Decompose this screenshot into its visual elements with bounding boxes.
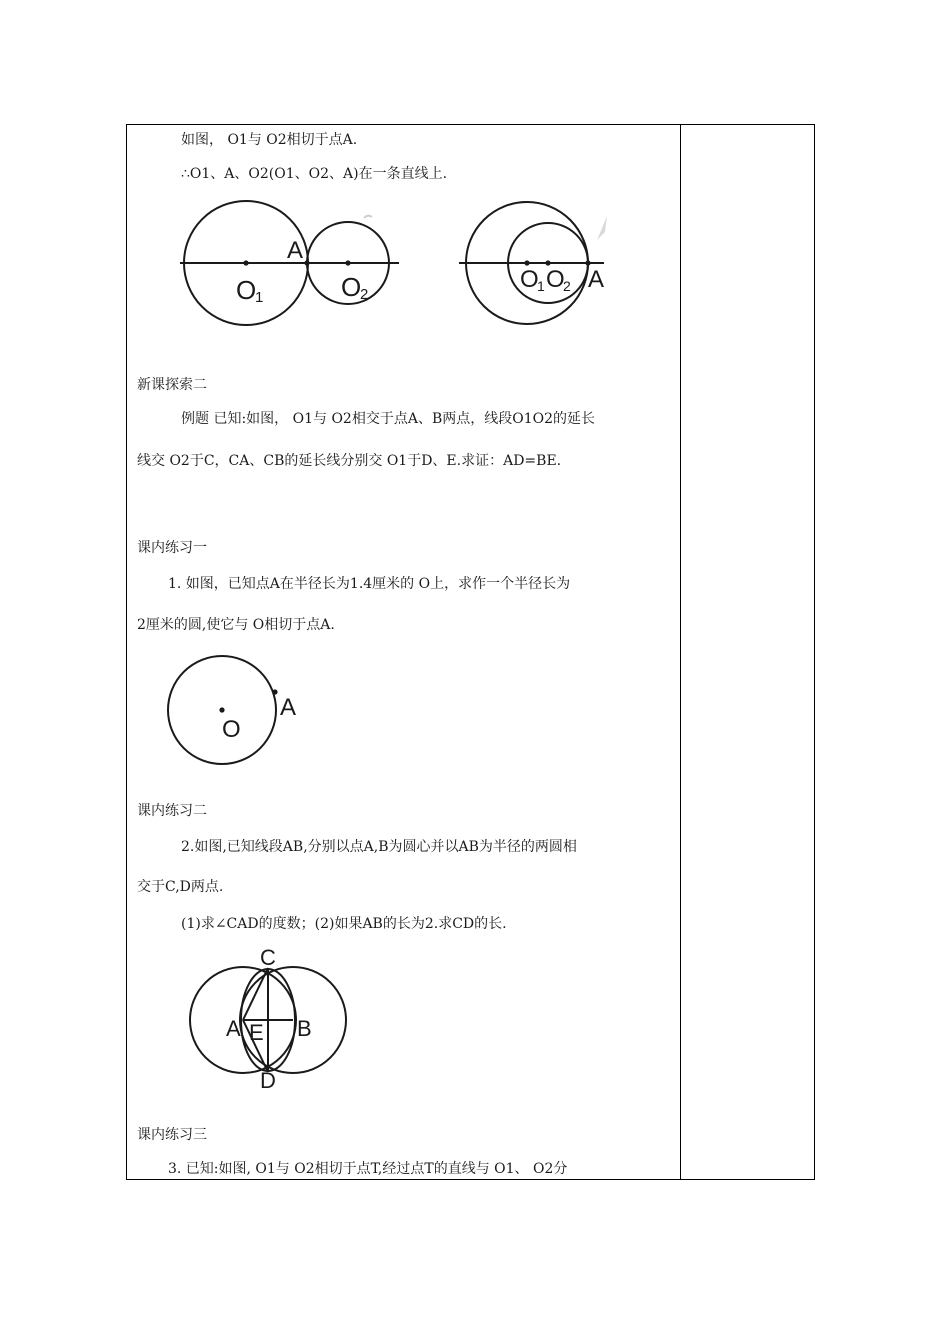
point-a (272, 689, 277, 694)
label-o1-subscript: 1 (537, 278, 545, 294)
label-a: A (287, 237, 304, 264)
label-o: O (222, 716, 241, 743)
label-o2-subscript: 2 (563, 278, 571, 294)
label-a: A (588, 266, 605, 293)
label-a: A (280, 694, 297, 721)
text-line: 2.如图,已知线段AB,分别以点A,B为圆心并以AB为半径的两圆相 (181, 839, 577, 855)
point-a (585, 260, 590, 265)
label-o1-subscript: 1 (255, 289, 264, 306)
point-o1 (243, 260, 248, 265)
text-line: (1)求∠CAD的度数；(2)如果AB的长为2.求CD的长. (181, 916, 507, 932)
figure-internally-tangent-circles (459, 202, 604, 324)
text-line: ∴O1、A、O2(O1、O2、A)在一条直线上. (181, 166, 448, 182)
text-line: 2厘米的圆,使它与 O相切于点A. (137, 617, 335, 633)
smudge-mark (597, 216, 607, 240)
section-heading: 课内练习二 (137, 803, 207, 819)
point-a (304, 260, 309, 265)
figure-intersecting-circles (190, 967, 346, 1073)
label-b: B (297, 1016, 312, 1041)
label-c: C (260, 945, 276, 970)
point-o2 (345, 260, 350, 265)
section-heading: 课内练习一 (137, 540, 207, 556)
smudge-mark (364, 216, 372, 218)
text-line: 例题 已知:如图， O1与 O2相交于点A、B两点，线段O1O2的延长 (181, 411, 596, 427)
label-o2: O (546, 266, 565, 293)
label-d: D (260, 1068, 276, 1093)
section-heading: 课内练习三 (137, 1127, 207, 1143)
label-o1: O (520, 266, 539, 293)
figure-circle-o (168, 656, 296, 764)
text-line: 3. 已知:如图, O1与 O2相切于点T,经过点T的直线与 O1、 O2分 (168, 1161, 568, 1177)
point-o (219, 707, 224, 712)
label-o1: O (236, 275, 257, 305)
text-line: 如图， O1与 O2相切于点A. (181, 132, 358, 148)
section-heading: 新课探索二 (137, 377, 207, 393)
label-o2: O (341, 272, 362, 302)
label-o2-subscript: 2 (360, 286, 369, 303)
point-o2 (545, 260, 550, 265)
point-o1 (524, 260, 529, 265)
label-a: A (226, 1016, 241, 1041)
label-e: E (249, 1020, 264, 1045)
text-line: 1. 如图，已知点A在半径长为1.4厘米的 O上，求作一个半径长为 (168, 576, 571, 592)
text-line: 线交 O2于C，CA、CB的延长线分别交 O1于D、E.求证：AD=BE. (137, 453, 562, 469)
text-line: 交于C,D两点. (137, 879, 224, 895)
